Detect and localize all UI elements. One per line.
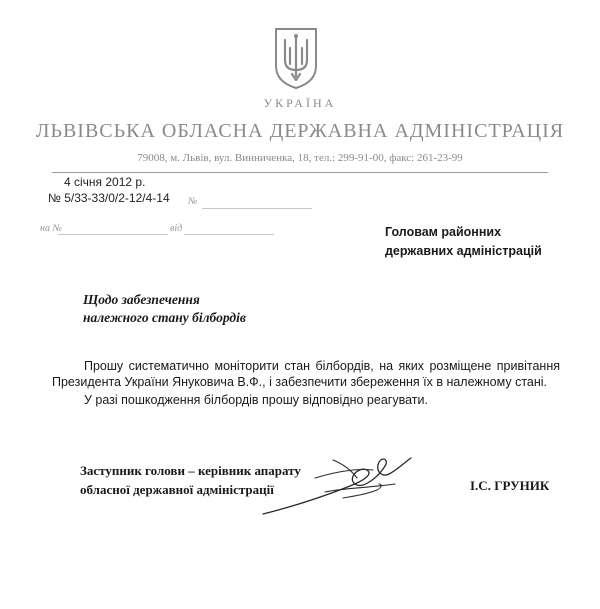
signer-title-line-2: обласної державної адміністрації (80, 482, 274, 497)
body-paragraph-2: У разі пошкодження білбордів прошу відповідно реагувати. (84, 393, 428, 407)
signer-name: І.С. ГРУНИК (470, 478, 550, 493)
subject-line-2: належного стану білбордів (83, 310, 246, 325)
reply-to-line (58, 234, 168, 235)
subject-line-1: Щодо забезпечення (83, 292, 200, 307)
reply-date-line (184, 234, 274, 235)
handwritten-signature (255, 448, 420, 523)
number-field-line (202, 208, 312, 209)
letterhead-divider (52, 172, 548, 173)
trident-coat-of-arms-icon (273, 26, 319, 90)
letterhead-address: 79008, м. Львів, вул. Винниченка, 18, тел.: 299-91-00, факс: 261-23-99 (137, 152, 463, 164)
reply-to-label: на № (40, 223, 62, 234)
addressee-line-2: державних адміністрацій (385, 244, 542, 258)
addressee (385, 223, 542, 261)
signer-title-line-1: Заступник голови – керівник апарату (80, 463, 301, 478)
addressee-line-1: Головам районних (385, 225, 502, 239)
letter-body (52, 358, 560, 408)
letterhead-country: УКРАЇНА (263, 96, 337, 110)
body-paragraph-1: Прошу систематично моніторити стан білбордів, на яких розміщене привітання Президента України Януковича В.Ф., і забезпечити збереження їх в належному стані. (52, 359, 560, 389)
letterhead-agency-name: ЛЬВІВСЬКА ОБЛАСНА ДЕРЖАВНА АДМІНІСТРАЦІЯ (35, 120, 565, 142)
document-date: 4 січня 2012 р. (64, 175, 146, 189)
reply-date-label: від (170, 223, 183, 234)
document-reference-number: № 5/33-33/0/2-12/4-14 (48, 191, 170, 205)
number-field-label: № (188, 196, 198, 207)
subject (83, 291, 246, 327)
